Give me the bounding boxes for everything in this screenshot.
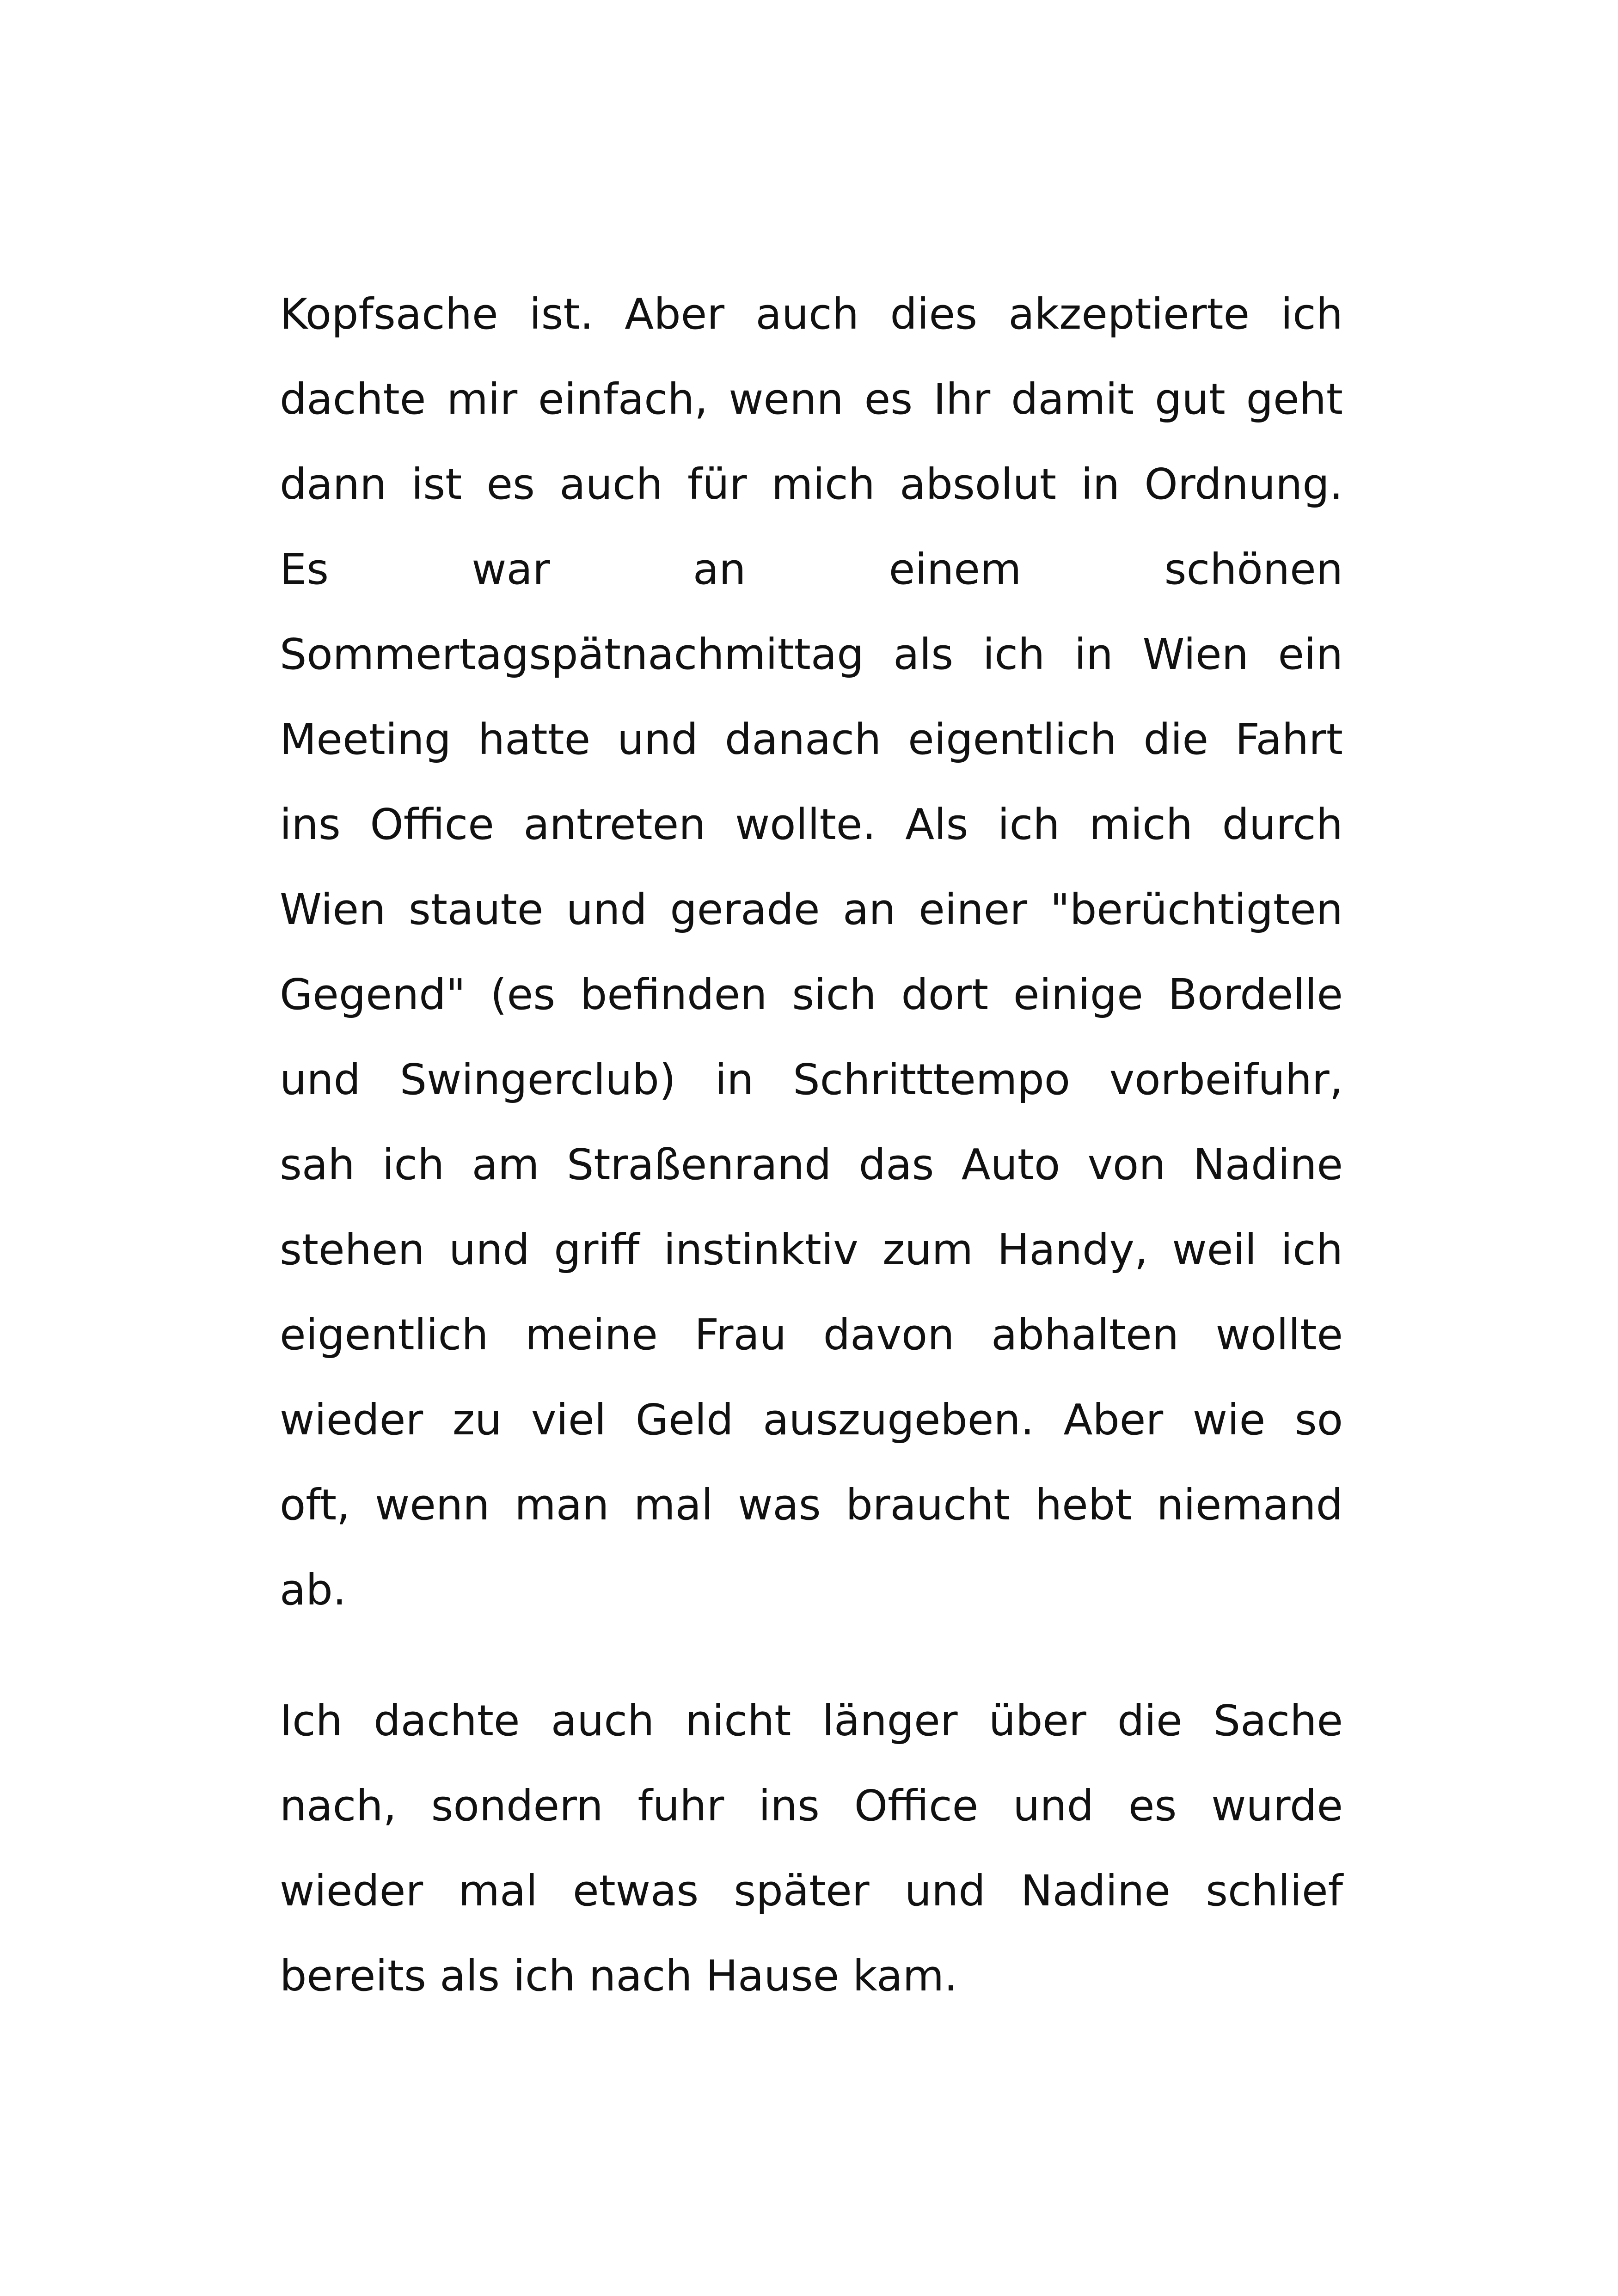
- text-line: wieder mal etwas später und Nadine schlief: [280, 1866, 1343, 1916]
- text-line: Kopfsache ist. Aber auch dies akzeptierte ich: [280, 289, 1343, 339]
- text-line: Wien staute und gerade an einer "berüchtigten: [280, 885, 1343, 934]
- text-line: dann ist es auch für mich absolut in Ordnung.: [280, 459, 1343, 509]
- text-line: Es war an einem schönen: [280, 545, 1343, 594]
- text-line: Ich dachte auch nicht länger über die Sache: [280, 1696, 1343, 1745]
- text-line: eigentlich meine Frau davon abhalten wollte: [280, 1310, 1343, 1359]
- text-line: stehen und griff instinktiv zum Handy, weil ich: [280, 1225, 1343, 1274]
- text-line: wieder zu viel Geld auszugeben. Aber wie so: [280, 1395, 1343, 1445]
- paragraph-1: [280, 272, 1343, 1633]
- text-line: ab.: [280, 1565, 347, 1615]
- paragraph-2: [280, 1678, 1343, 2019]
- text-line: bereits als ich nach Hause kam.: [280, 1951, 958, 2001]
- text-line: dachte mir einfach, wenn es Ihr damit gut geht: [280, 374, 1343, 424]
- text-line: oft, wenn man mal was braucht hebt niemand: [280, 1480, 1343, 1530]
- text-line: ins Office antreten wollte. Als ich mich durch: [280, 800, 1343, 849]
- text-line: Gegend" (es befinden sich dort einige Bordelle: [280, 970, 1343, 1019]
- text-line: sah ich am Straßenrand das Auto von Nadine: [280, 1140, 1343, 1189]
- text-line: nach, sondern fuhr ins Office und es wurde: [280, 1781, 1343, 1831]
- text-line: und Swingerclub) in Schritttempo vorbeifuhr,: [280, 1055, 1343, 1104]
- text-line: Sommertagspätnachmittag als ich in Wien ein: [280, 630, 1343, 679]
- text-line: Meeting hatte und danach eigentlich die Fahrt: [280, 715, 1343, 764]
